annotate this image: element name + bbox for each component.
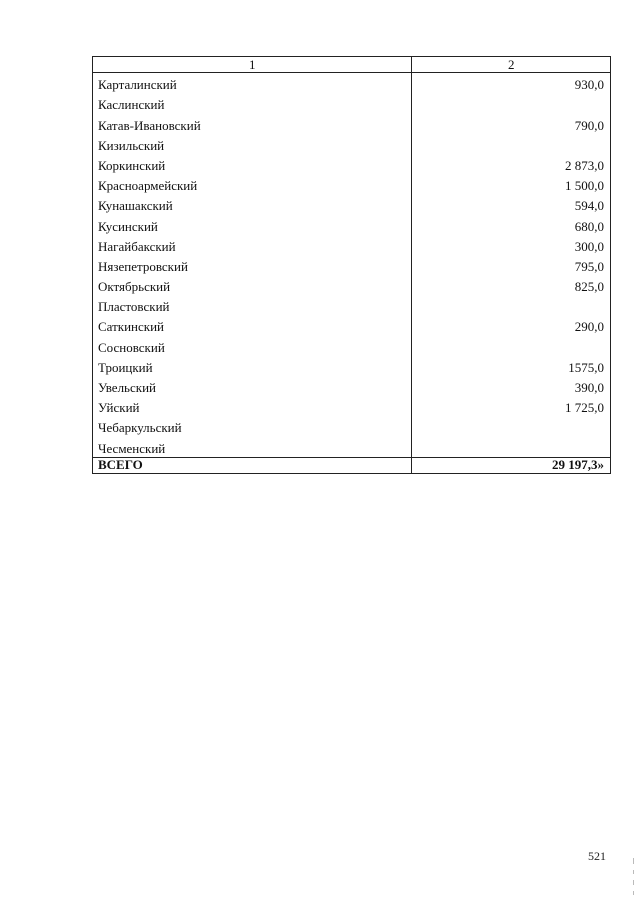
table-row — [93, 73, 611, 94]
table-row — [93, 396, 611, 416]
district-name: Нагайбакский — [93, 235, 412, 255]
district-value: 795,0 — [412, 255, 611, 275]
scan-edge-mark — [633, 870, 634, 874]
district-value — [412, 295, 611, 315]
district-value — [412, 335, 611, 355]
district-name: Красноармейский — [93, 174, 412, 194]
district-value: 390,0 — [412, 376, 611, 396]
district-name: Пластовский — [93, 295, 412, 315]
scan-edge-mark — [633, 880, 634, 885]
district-value: 300,0 — [412, 235, 611, 255]
table-row — [93, 335, 611, 355]
district-value: 1 725,0 — [412, 396, 611, 416]
district-value — [412, 436, 611, 457]
district-name: Нязепетровский — [93, 255, 412, 275]
page-number: 521 — [588, 849, 606, 863]
table-row — [93, 255, 611, 275]
table-row — [93, 214, 611, 234]
district-name: Уйский — [93, 396, 412, 416]
table-row — [93, 315, 611, 335]
total-row — [93, 457, 611, 473]
table-row — [93, 194, 611, 214]
table-row — [93, 436, 611, 457]
district-name: Октябрьский — [93, 275, 412, 295]
total-value: 29 197,3» — [412, 457, 611, 473]
district-name: Каслинский — [93, 93, 412, 113]
district-name: Чебаркульский — [93, 416, 412, 436]
district-value — [412, 93, 611, 113]
district-value: 680,0 — [412, 214, 611, 234]
column-header-1: 1 — [93, 57, 412, 73]
district-value — [412, 134, 611, 154]
scan-edge-mark — [633, 858, 634, 864]
table-row — [93, 134, 611, 154]
table-row — [93, 356, 611, 376]
table-header-row — [93, 57, 611, 73]
total-label: ВСЕГО — [93, 457, 412, 473]
district-value: 1575,0 — [412, 356, 611, 376]
district-value: 1 500,0 — [412, 174, 611, 194]
district-value: 930,0 — [412, 73, 611, 94]
district-value: 2 873,0 — [412, 154, 611, 174]
table-row — [93, 93, 611, 113]
table-row — [93, 295, 611, 315]
district-name: Кусинский — [93, 214, 412, 234]
district-name: Увельский — [93, 376, 412, 396]
column-header-2: 2 — [412, 57, 611, 73]
district-name: Коркинский — [93, 154, 412, 174]
district-name: Кизильский — [93, 134, 412, 154]
district-name: Сосновский — [93, 335, 412, 355]
district-name: Троицкий — [93, 356, 412, 376]
table-row — [93, 174, 611, 194]
district-name: Чесменский — [93, 436, 412, 457]
table-row — [93, 235, 611, 255]
district-name: Кунашакский — [93, 194, 412, 214]
table-row — [93, 154, 611, 174]
budget-table — [92, 56, 611, 474]
district-name: Карталинский — [93, 73, 412, 94]
district-value — [412, 416, 611, 436]
table-row — [93, 275, 611, 295]
table-row — [93, 376, 611, 396]
district-name: Катав-Ивановский — [93, 113, 412, 133]
district-name: Саткинский — [93, 315, 412, 335]
district-value: 594,0 — [412, 194, 611, 214]
scan-edge-mark — [633, 891, 634, 895]
district-value: 790,0 — [412, 113, 611, 133]
table-row — [93, 416, 611, 436]
district-value: 290,0 — [412, 315, 611, 335]
district-value: 825,0 — [412, 275, 611, 295]
table-row — [93, 113, 611, 133]
